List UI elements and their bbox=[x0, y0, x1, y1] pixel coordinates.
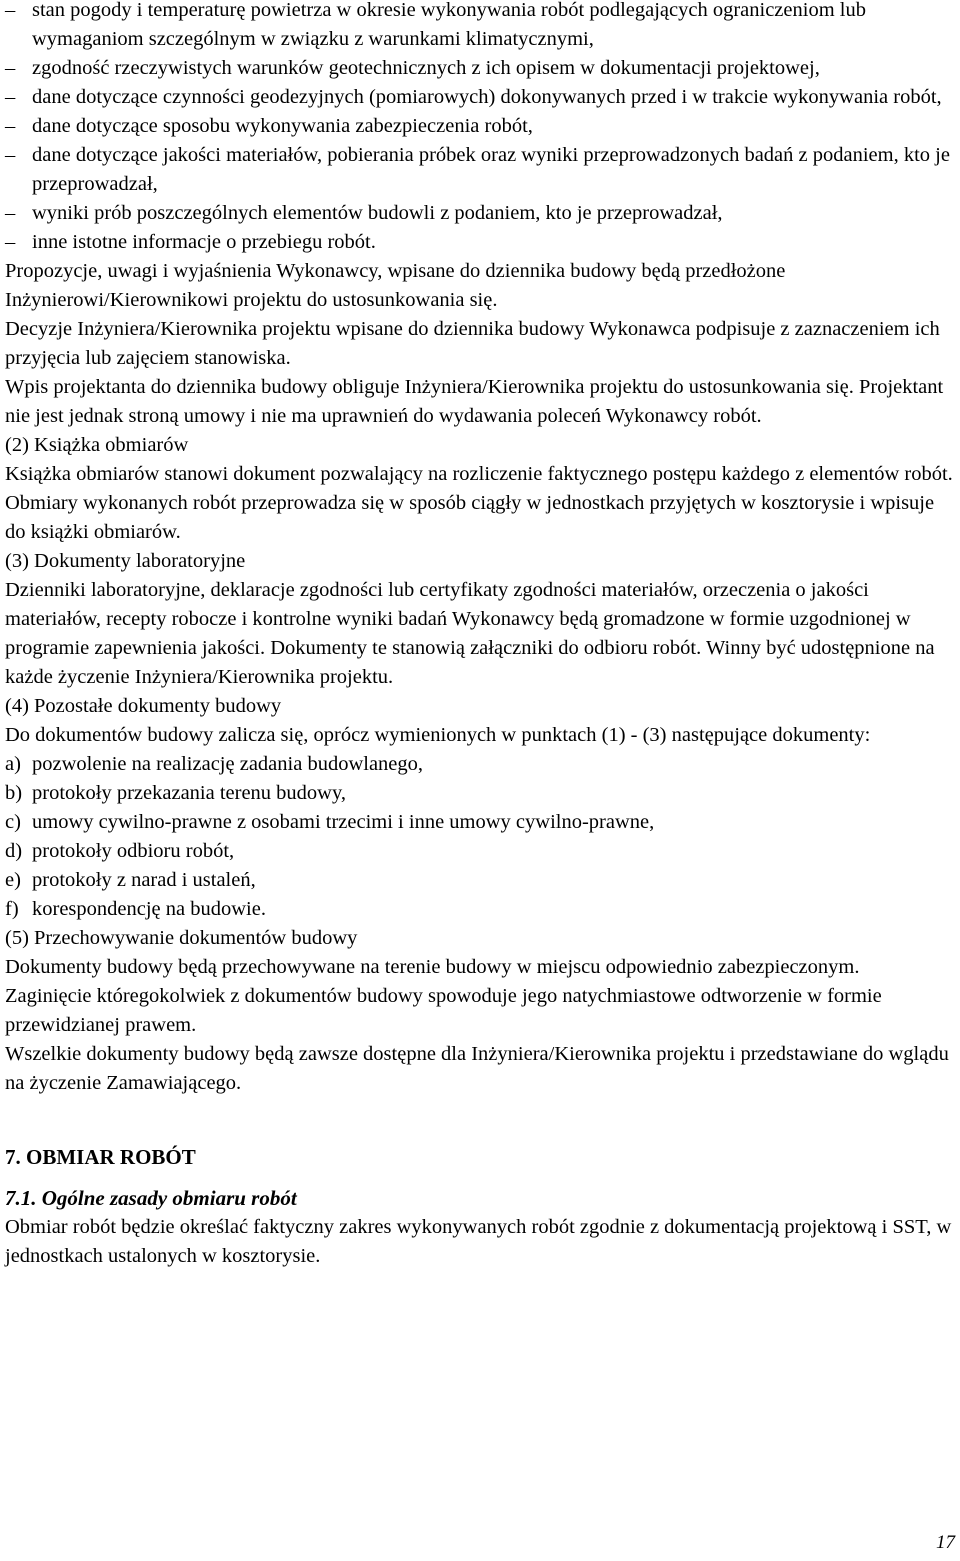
list-item bbox=[5, 808, 957, 837]
list-item bbox=[5, 83, 957, 112]
list-item-text: dane dotyczące jakości materiałów, pobierania próbek oraz wyniki przeprowadzonych badań z podaniem, kto je przeprowadzał, bbox=[32, 144, 950, 195]
document-page bbox=[5, 0, 957, 1271]
list-item bbox=[5, 141, 957, 199]
list-item-text: korespondencję na budowie. bbox=[32, 898, 266, 920]
list-item bbox=[5, 895, 957, 924]
paragraph: Wszelkie dokumenty budowy będą zawsze dostępne dla Inżyniera/Kierownika projektu i przedstawiane do wglądu na życzenie Zamawiającego. bbox=[5, 1043, 949, 1094]
paragraph: Wpis projektanta do dziennika budowy obliguje Inżyniera/Kierownika projektu do ustosunkowania się. Projektant nie jest jednak stroną umowy i nie ma uprawnień do wydawania poleceń Wykonawcy robót. bbox=[5, 376, 944, 427]
list-item-text: dane dotyczące sposobu wykonywania zabezpieczenia robót, bbox=[32, 115, 533, 137]
subsection-label: (4) Pozostałe dokumenty budowy bbox=[5, 695, 282, 717]
paragraph: Propozycje, uwagi i wyjaśnienia Wykonawcy, wpisane do dziennika budowy będą przedłożone Inżynierowi/Kierownikowi projektu do ustosunkowania się. bbox=[5, 260, 786, 311]
list-item bbox=[5, 779, 957, 808]
list-item-text: zgodność rzeczywistych warunków geotechnicznych z ich opisem w dokumentacji projektowej, bbox=[32, 57, 820, 79]
list-marker: f) bbox=[5, 898, 19, 920]
list-item-text: protokoły z narad i ustaleń, bbox=[32, 869, 256, 891]
subsection-heading: 7.1. Ogólne zasady obmiaru robót bbox=[5, 1186, 297, 1210]
lettered-list bbox=[5, 750, 957, 924]
dash-marker: – bbox=[5, 86, 16, 108]
section-heading: 7. OBMIAR ROBÓT bbox=[5, 1145, 196, 1169]
paragraph: Książka obmiarów stanowi dokument pozwalający na rozliczenie faktycznego postępu każdego z elementów robót. Obmiary wykonanych robót przeprowadza się w sposób ciągły w jednostkach przyjętych w kosztorysie i wpisuje do książki obmiarów. bbox=[5, 463, 953, 543]
list-marker: c) bbox=[5, 811, 21, 833]
list-marker: b) bbox=[5, 782, 23, 804]
list-item-text: umowy cywilno-prawne z osobami trzecimi i inne umowy cywilno-prawne, bbox=[32, 811, 655, 833]
dash-marker: – bbox=[5, 231, 16, 253]
paragraph: Do dokumentów budowy zalicza się, oprócz wymienionych w punktach (1) - (3) następujące dokumenty: bbox=[5, 724, 871, 746]
list-item-text: stan pogody i temperaturę powietrza w okresie wykonywania robót podlegających ograniczeniom lub wymaganiom szczególnym w związku z warunkami klimatycznymi, bbox=[32, 0, 866, 50]
list-item bbox=[5, 866, 957, 895]
list-item bbox=[5, 837, 957, 866]
subsection-label: (3) Dokumenty laboratoryjne bbox=[5, 550, 246, 572]
page-number: 17 bbox=[936, 1532, 955, 1553]
list-item bbox=[5, 750, 957, 779]
paragraph: Obmiar robót będzie określać faktyczny zakres wykonywanych robót zgodnie z dokumentacją projektową i SST, w jednostkach ustalonych w kosztorysie. bbox=[5, 1216, 952, 1267]
list-marker: a) bbox=[5, 753, 21, 775]
dash-marker: – bbox=[5, 202, 16, 224]
list-item-text: protokoły odbioru robót, bbox=[32, 840, 235, 862]
list-item bbox=[5, 112, 957, 141]
paragraph: Dzienniki laboratoryjne, deklaracje zgodności lub certyfikaty zgodności materiałów, orzeczenia o jakości materiałów, recepty robocze i kontrolne wyniki badań Wykonawcy będą gromadzone w formie uzgodnionej w programie zapewnienia jakości. Dokumenty te stanowią załączniki do odbioru robót. Winny być udostępnione na każde życzenie Inżyniera/Kierownika projektu. bbox=[5, 579, 935, 688]
list-item bbox=[5, 199, 957, 228]
subsection-label: (2) Książka obmiarów bbox=[5, 434, 189, 456]
list-item bbox=[5, 228, 957, 257]
list-item-text: wyniki prób poszczególnych elementów budowli z podaniem, kto je przeprowadzał, bbox=[32, 202, 723, 224]
dash-marker: – bbox=[5, 144, 16, 166]
dash-marker: – bbox=[5, 115, 16, 137]
list-item-text: pozwolenie na realizację zadania budowlanego, bbox=[32, 753, 424, 775]
paragraph: Decyzje Inżyniera/Kierownika projektu wpisane do dziennika budowy Wykonawca podpisuje z zaznaczeniem ich przyjęcia lub zajęciem stanowiska. bbox=[5, 318, 940, 369]
dash-list bbox=[5, 0, 957, 257]
dash-marker: – bbox=[5, 0, 16, 21]
dash-marker: – bbox=[5, 57, 16, 79]
paragraph: Zaginięcie któregokolwiek z dokumentów budowy spowoduje jego natychmiastowe odtworzenie w formie przewidzianej prawem. bbox=[5, 985, 882, 1036]
list-item-text: inne istotne informacje o przebiegu robót. bbox=[32, 231, 376, 253]
list-item bbox=[5, 0, 957, 54]
list-item-text: dane dotyczące czynności geodezyjnych (pomiarowych) dokonywanych przed i w trakcie wykonywania robót, bbox=[32, 86, 942, 108]
list-marker: e) bbox=[5, 869, 21, 891]
subsection-label: (5) Przechowywanie dokumentów budowy bbox=[5, 927, 358, 949]
list-item bbox=[5, 54, 957, 83]
paragraph: Dokumenty budowy będą przechowywane na terenie budowy w miejscu odpowiednio zabezpieczonym. bbox=[5, 956, 860, 978]
list-item-text: protokoły przekazania terenu budowy, bbox=[32, 782, 347, 804]
list-marker: d) bbox=[5, 840, 23, 862]
